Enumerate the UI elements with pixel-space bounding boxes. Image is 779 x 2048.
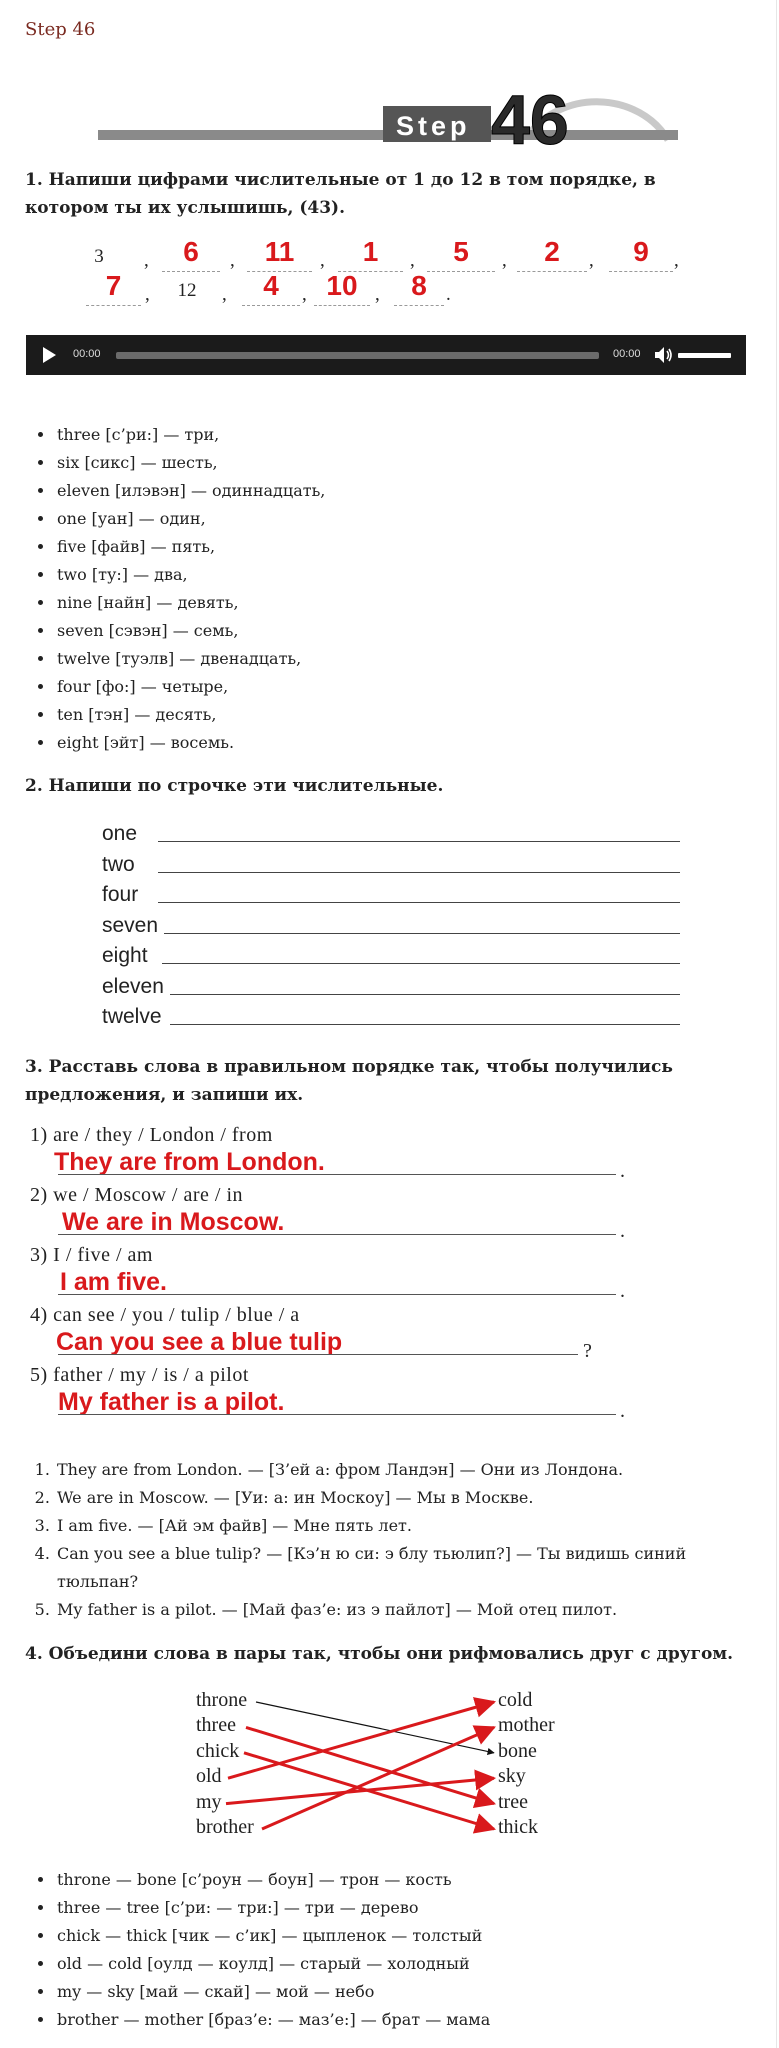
number-vocab-item: • five [файв] — пять, — [55, 533, 325, 561]
breadcrumb[interactable]: Step 46 — [25, 19, 96, 40]
sentence-prompt: 3) I / five / am — [30, 1244, 153, 1266]
volume-icon[interactable] — [654, 346, 674, 364]
answer-cell — [517, 236, 587, 274]
right-word[interactable]: cold — [498, 1689, 533, 1711]
sentence-item — [30, 1184, 625, 1244]
handwritten-number: 10 — [326, 270, 358, 301]
writing-line — [100, 879, 680, 909]
rhyme-matching — [196, 1688, 596, 1848]
number-word: eleven — [102, 975, 164, 998]
handwritten-number: 2 — [544, 236, 560, 267]
handwritten-answer: We are in Moscow. — [62, 1208, 285, 1236]
right-word[interactable]: tree — [498, 1790, 528, 1813]
answer-cell — [162, 236, 220, 274]
current-time: 00:00 — [73, 348, 101, 360]
sentence-item — [30, 1124, 625, 1184]
number-word: twelve — [102, 1005, 162, 1028]
sentence-end: . — [620, 1160, 625, 1182]
writing-line — [100, 971, 680, 1001]
handwritten-number: 9 — [633, 236, 649, 267]
handwritten-answer: Can you see a blue tulip — [56, 1328, 343, 1356]
audio-player — [26, 335, 746, 375]
banner-step-number: 46 — [491, 81, 569, 152]
sentence-item — [30, 1364, 625, 1424]
number-word: eight — [102, 944, 148, 967]
answer-cell — [247, 236, 312, 274]
handwritten-number: 8 — [411, 270, 427, 301]
number-word: seven — [102, 914, 159, 937]
task4-heading: 4. Объедини слова в пары так, чтобы они рифмовались друг с другом. — [25, 1644, 734, 1664]
handwritten-number: 6 — [183, 236, 199, 267]
sentence-prompt: 5) father / my / is / a pilot — [30, 1364, 249, 1386]
play-icon[interactable] — [43, 347, 56, 363]
answer-cell — [338, 236, 403, 274]
match-line — [256, 1702, 494, 1753]
writing-line — [100, 940, 680, 970]
handwritten-number: 4 — [263, 270, 279, 301]
rhyme-answer-item: • throne — bone [с’роун — боун] — трон — кость — [55, 1866, 490, 1894]
duration: 00:00 — [613, 348, 641, 360]
sentence-prompt: 1) are / they / London / from — [30, 1124, 273, 1146]
number-vocab-item: • three [с’ри:] — три, — [55, 421, 325, 449]
number-vocab-item: • eight [эйт] — восемь. — [55, 729, 325, 757]
answer-cell — [82, 240, 116, 274]
writing-line — [100, 910, 680, 940]
page: Step 46 Step 46 1. Напиши цифрами числительные от 1 до 12 в том порядке, в котором ты их услышишь, (43). 3 , 6 , 11 , 1 , 5 , 2 , 9 , 7 , 12 , 4 , 10 , 8 . 00:00 00:00 • three [с’ри:] — три, • six [сикс] — шесть, • eleven [илэвэн] — одиннадцать, • one [уан] — один, • five [файв] — пять, • two [ту:] — два, • nine [найн] — девять, • seven [сэвэн] — семь, • twelve [туэлв] — двенадцать, • four [фо:] — четыре, • ten [тэн] — десять, • eight [эйт] — восемь. 2. Напиши по строчке эти числительные. one two four seven eight eleven twelve 3. Расставь слова в правильном порядке так, чтобы получились предложения, и запиши их. 1) are / they / London / from They are from London. . 2) we / Moscow / are / in We are in Moscow. . 3) I / five / am I am five. . 4) can see / you / tulip / blue / a Can you see a blue tulip ? 5) father / my / is / a pilot My father is a pilot. . 1. They are from London. — [З’ей а: фром Ландэн] — Они из Лондона. 2. We are in Moscow. — [Уи: а: ин Москоу] — Мы в Москве. 3. I am five. — [Ай эм файв] — Мне пять лет. 4. Can you see a blue tulip? — [Кэ’н ю си: э блу тьюлип?] — Ты видишь синий тюльпан? 5. My father is a pilot. — [Май фаз’е: из э пайлот] — Мой отец пилот. 4. Объедини слова в пары так, чтобы они рифмовались друг с другом. throne three chick old my brother cold mother bone sky tree thick • throne — bone [с’роун — боун] — трон — кость • three — tree [с’ри: — три:] — три — дерево • chick — thick [чик — с’ик] — цыпленок — толстый • old — cold [оулд — коулд] — старый — холодный • my — sky [май — скай] — мой — небо • brother — mother [браз’е: — маз’е:] — брат — мама — [0, 0, 777, 2048]
rhyme-answer-item: • three — tree [с’ри: — три:] — три — дерево — [55, 1894, 490, 1922]
answer-cell — [427, 236, 495, 274]
handwritten-number: 7 — [105, 270, 122, 301]
answer-cell — [162, 274, 212, 308]
task2-heading: 2. Напиши по строчке эти числительные. — [25, 776, 444, 796]
translation-item: 2. We are in Moscow. — [Уи: а: ин Москоу] — Мы в Москве. — [55, 1484, 715, 1512]
translation-item: 1. They are from London. — [З’ей а: фром Ландэн] — Они из Лондона. — [55, 1456, 715, 1484]
task1-heading-text: 1. Напиши цифрами числительные от 1 до 12 в том порядке, в котором ты их услышишь, — [25, 170, 656, 218]
task1-heading-ref: (43). — [299, 198, 346, 218]
number-word: one — [102, 822, 138, 845]
rhyme-answer-item: • old — cold [оулд — коулд] — старый — холодный — [55, 1950, 490, 1978]
right-word[interactable]: mother — [498, 1714, 555, 1737]
sentence-end: . — [620, 1220, 625, 1242]
seek-bar[interactable] — [116, 352, 599, 359]
handwritten-answer: I am five. — [60, 1268, 167, 1296]
answer-cell — [86, 270, 141, 308]
writing-line — [100, 1001, 680, 1031]
left-word[interactable]: chick — [196, 1739, 240, 1762]
answer-cell — [314, 270, 370, 308]
rhyme-answer-item: • chick — thick [чик — с’ик] — цыпленок — толстый — [55, 1922, 490, 1950]
answer-cell — [609, 236, 673, 274]
left-word[interactable]: my — [196, 1790, 222, 1813]
rhyme-answer-item: • brother — mother [браз’е: — маз’е:] — брат — мама — [55, 2006, 490, 2034]
translation-item: 3. I am five. — [Ай эм файв] — Мне пять лет. — [55, 1512, 715, 1540]
right-word[interactable]: bone — [498, 1739, 537, 1762]
handwritten-answer: They are from London. — [54, 1148, 325, 1176]
right-word[interactable]: sky — [498, 1765, 526, 1788]
handwritten-number: 1 — [362, 236, 379, 267]
printed-number: 3 — [94, 246, 104, 267]
volume-slider[interactable] — [678, 353, 731, 358]
handwritten-answer: My father is a pilot. — [58, 1388, 285, 1416]
handwritten-number: 11 — [264, 236, 295, 267]
number-vocab-item: • eleven [илэвэн] — одиннадцать, — [55, 477, 325, 505]
left-word[interactable]: three — [196, 1714, 236, 1737]
numbers-list — [30, 421, 325, 757]
writing-line — [100, 818, 680, 848]
number-vocab-item: • twelve [туэлв] — двенадцать, — [55, 645, 325, 673]
sentence-prompt: 2) we / Moscow / are / in — [30, 1184, 244, 1206]
left-word[interactable]: old — [196, 1765, 222, 1788]
printed-number: 12 — [177, 280, 197, 301]
sentence-item — [30, 1244, 625, 1304]
number-word: four — [102, 883, 139, 906]
answer-cell — [394, 270, 444, 308]
number-vocab-item: • seven [сэвэн] — семь, — [55, 617, 325, 645]
rhyme-answer-item: • my — sky [май — скай] — мой — небо — [55, 1978, 490, 2006]
task1-heading — [25, 166, 745, 222]
task3-translations — [30, 1456, 715, 1624]
task3-heading: 3. Расставь слова в правильном порядке так, чтобы получились предложения, и запиши их. — [25, 1057, 673, 1105]
sentence-item — [30, 1304, 610, 1364]
writing-line — [100, 849, 680, 879]
sentence-end: . — [620, 1400, 625, 1422]
step-banner — [98, 62, 678, 152]
answer-cell — [242, 270, 300, 308]
number-vocab-item: • ten [тэн] — десять, — [55, 701, 325, 729]
task4-answers — [30, 1866, 490, 2034]
handwritten-number: 5 — [453, 236, 469, 267]
left-word[interactable]: throne — [196, 1689, 248, 1711]
sentence-prompt: 4) can see / you / tulip / blue / a — [30, 1304, 300, 1326]
translation-item: 5. My father is a pilot. — [Май фаз’е: из э пайлот] — Мой отец пилот. — [55, 1596, 715, 1624]
sentence-end: . — [620, 1280, 625, 1302]
number-word: two — [102, 853, 135, 876]
banner-step-label: Step — [396, 111, 471, 141]
translation-item: 4. Can you see a blue tulip? — [Кэ’н ю си: э блу тьюлип?] — Ты видишь синий тюльпан? — [55, 1540, 715, 1596]
number-vocab-item: • one [уан] — один, — [55, 505, 325, 533]
left-word[interactable]: brother — [196, 1816, 254, 1838]
number-vocab-item: • nine [найн] — девять, — [55, 589, 325, 617]
number-vocab-item: • four [фо:] — четыре, — [55, 673, 325, 701]
sentence-end: ? — [583, 1340, 592, 1362]
right-word[interactable]: thick — [498, 1816, 538, 1838]
number-vocab-item: • two [ту:] — два, — [55, 561, 325, 589]
match-line — [228, 1702, 494, 1778]
number-vocab-item: • six [сикс] — шесть, — [55, 449, 325, 477]
